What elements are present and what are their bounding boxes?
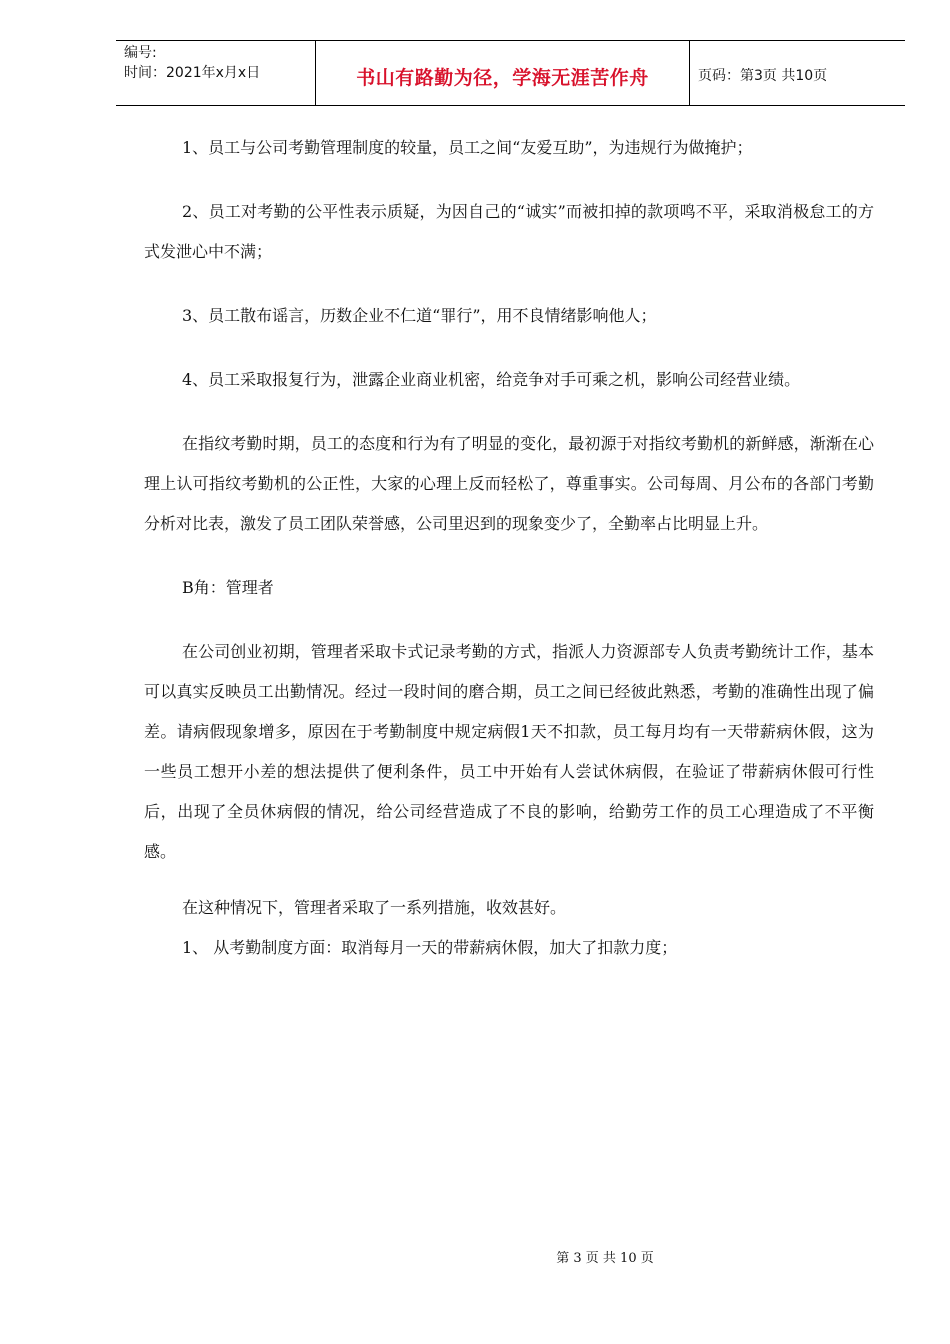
paragraph-3: 3、员工散布谣言，历数企业不仁道“罪行”，用不良情绪影响他人； — [182, 306, 657, 325]
paragraph-5: 在指纹考勤时期，员工的态度和行为有了明显的变化，最初源于对指纹考勤机的新鲜感，渐渐在心理上认可指纹考勤机的公正性，大家的心理上反而轻松了，尊重事实。公司每周、月公布的各部门考勤分析对比表，激发了员工团队荣誉感，公司里迟到的现象变少了，全勤率占比明显上升。 — [144, 434, 874, 533]
header-motto-cell — [316, 41, 690, 105]
time-label: 时间：2021年x月x日 — [124, 65, 261, 81]
header-page-cell — [690, 41, 905, 105]
paragraph-4: 4、员工采取报复行为，泄露企业商业机密，给竞争对手可乘之机，影响公司经营业绩。 — [182, 370, 801, 389]
page-header — [116, 40, 905, 106]
document-body — [144, 128, 874, 968]
motto-text: 书山有路勤为径，学海无涯苦作舟 — [356, 66, 649, 89]
section-heading-b: B角：管理者 — [182, 578, 274, 597]
paragraph-8: 在这种情况下，管理者采取了一系列措施，收效甚好。 — [182, 898, 567, 917]
page-footer — [0, 1247, 950, 1266]
page-label: 页码：第3页 共10页 — [698, 68, 828, 84]
paragraph-1: 1、员工与公司考勤管理制度的较量，员工之间“友爱互助”，为违规行为做掩护； — [182, 138, 753, 157]
paragraph-7: 在公司创业初期，管理者采取卡式记录考勤的方式，指派人力资源部专人负责考勤统计工作，基本可以真实反映员工出勤情况。经过一段时间的磨合期，员工之间已经彼此熟悉，考勤的准确性出现了偏差。请病假现象增多，原因在于考勤制度中规定病假1天不扣款，员工每月均有一天带薪病休假，这为一些员工想开小差的想法提供了便利条件，员工中开始有人尝试休病假，在验证了带薪病休假可行性后，出现了全员休病假的情况，给公司经营造成了不良的影响，给勤劳工作的员工心理造成了不平衡感。 — [144, 642, 874, 861]
paragraph-9: 1、 从考勤制度方面：取消每月一天的带薪病休假，加大了扣款力度； — [182, 938, 678, 957]
header-info-cell — [116, 41, 316, 105]
paragraph-2: 2、员工对考勤的公平性表示质疑，为因自己的“诚实”而被扣掉的款项鸣不平，采取消极怠工的方式发泄心中不满； — [144, 202, 874, 261]
code-label: 编号: — [124, 45, 157, 61]
footer-page-number: 第 3 页 共 10 页 — [556, 1251, 654, 1266]
